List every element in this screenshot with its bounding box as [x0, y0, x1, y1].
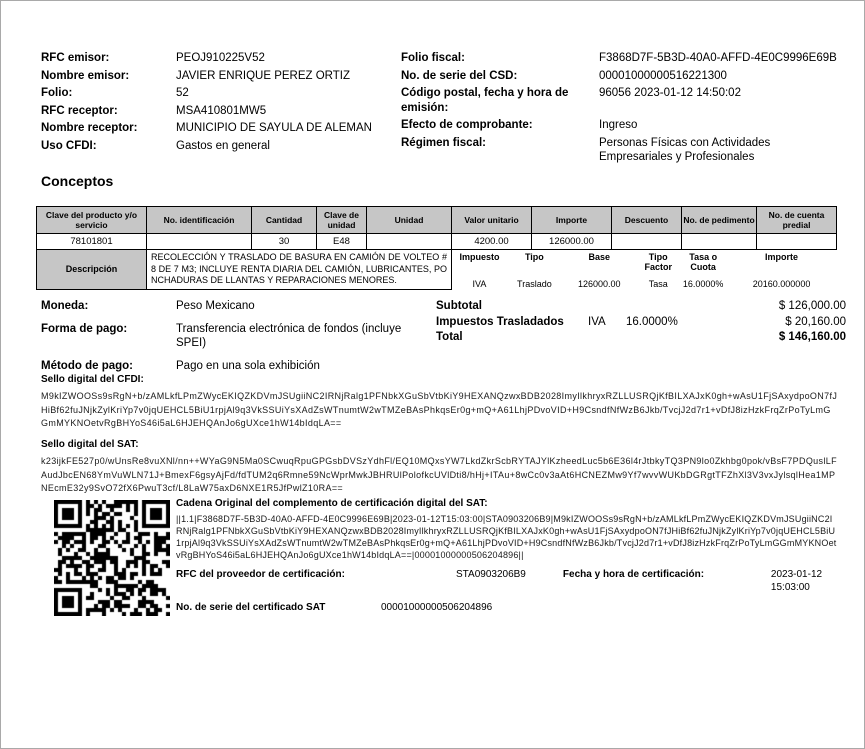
total-amount: $ 146,160.00: [778, 331, 846, 343]
header-right-fields: [401, 51, 846, 168]
cell-cuenta-predial: [757, 234, 837, 250]
description-row: [37, 250, 837, 290]
subtotal-amount: $ 126,000.00: [778, 300, 846, 312]
tax-value: 126000.00: [578, 279, 621, 289]
tax-values: [452, 279, 837, 289]
qr-code: [54, 500, 170, 616]
field-codigo-postal-fecha: [401, 86, 846, 115]
column-header: Clave de unidad: [317, 207, 367, 234]
field-label: RFC emisor:: [41, 52, 110, 64]
subtotal-label: Subtotal: [436, 300, 482, 312]
field-value: MUNICIPIO DE SAYULA DE ALEMAN: [176, 122, 372, 134]
field-label: Uso CFDI:: [41, 139, 97, 152]
serie-certificado-row: [176, 601, 838, 614]
tax-value: Traslado: [517, 279, 552, 289]
field-folio: [41, 86, 391, 101]
total-row: [436, 330, 846, 346]
serie-certificado-value: 00001000000506204896: [381, 602, 493, 613]
description-label: Descripción: [37, 250, 147, 290]
field-value: PEOJ910225V52: [176, 52, 265, 64]
sello-cfdi-section: [41, 374, 838, 431]
field-label: No. de serie del CSD:: [401, 69, 518, 82]
field-serie-csd: [401, 69, 846, 84]
table-header-row: [37, 207, 837, 234]
field-label: Moneda:: [41, 300, 89, 312]
cell-unidad: [367, 234, 452, 250]
field-label: Forma de pago:: [41, 322, 128, 335]
tax-header: Tasa o Cuota: [689, 252, 718, 272]
description-text: RECOLECCIÓN Y TRASLADO DE BASURA EN CAMIÓN DE VOLTEO #8 DE 7 M3; INCLUYE RENTA DIARIA DEL CAMIÓN, LUBRICANTES, PONCHADURAS DE LLANTAS Y REPARACIONES MENORES.: [147, 250, 452, 290]
total-label: Total: [436, 331, 463, 343]
field-value: JAVIER ENRIQUE PEREZ ORTIZ: [176, 69, 351, 82]
field-rfc-receptor: [41, 104, 391, 119]
sello-sat-value: k23ijkFE527p0/wUnsRe8vuXNl/nn++WYaG9N5Ma0SCwuqRpuGPGsbDVSzYdhFl/EQ10MQxsYW7LkdZkrScbRYTAJYlKzheedLuc5b6E36l4rJtbkyTQ3PN9lo0Zkhbg0pok/vBsF7PDQuslLFAudJbcEN68YmVuWLN71J+BmexF6gsyAjFd/fdTUM2q6Rmne59NcWprMwkJBHRUlPolofkcUVlDti8/hHj+ITAu+8wCc0v3aAt6HCNEZMw9Yf7wvvWUKbDGRgtTFZhXl3V3vxJylsqlHea1MPNEcmE32y9SvO72fX6PwuT3cf/L8LaW75axD6NXE1R5JfPwlZ10RA==: [41, 456, 837, 493]
cell-descuento: [612, 234, 682, 250]
field-value: Personas Físicas con Actividades Empresariales y Profesionales: [599, 136, 771, 163]
table-row: [37, 234, 837, 250]
field-value: Gastos en general: [176, 139, 270, 152]
field-moneda: [41, 299, 421, 314]
field-value: F3868D7F-5B3D-40A0-AFFD-4E0C9996E69B: [599, 52, 837, 64]
header-left-fields: [41, 51, 391, 156]
totals-block: [436, 299, 846, 346]
fecha-certificacion-label: Fecha y hora de certificación:: [562, 569, 705, 580]
subtotal-row: [436, 299, 846, 315]
field-label: Régimen fiscal:: [401, 136, 486, 149]
field-rfc-emisor: [41, 51, 391, 66]
conceptos-section-title: Conceptos: [41, 173, 114, 189]
field-value: Pago en una sola exhibición: [176, 359, 320, 372]
field-value: Ingreso: [599, 119, 638, 131]
tax-value: IVA: [472, 279, 487, 289]
field-value: 00001000000516221300: [599, 69, 727, 82]
field-metodo-pago: [41, 359, 421, 374]
serie-certificado-label: No. de serie del certificado SAT: [176, 602, 326, 613]
tax-rate: 16.0000%: [626, 315, 678, 328]
tax-value: 16.0000%: [682, 279, 724, 289]
field-label: Efecto de comprobante:: [401, 119, 533, 131]
sello-cfdi-value: M9kIZWOOSs9sRgN+b/zAMLkfLPmZWycEKIQZKDVmJSUgiiNC2IRNjRalg1PFNbkXGuSbVtbKiY9HEXANQzwxBDB2028ImyIlkhryxRZLLUSRQjKfBILXAJxK0gh+wAsU1FjSAxydpoON7fJHiBf62fuJNjkZylKriYp7v0jqUEHCL5BiU1rpjAl9q3VkSSUiYsXAdZsWTnumtW2wTMZeBAsPhkqsEr0g+mQ+A61LhjPDvoVID+H9CsndfNfWzB6Jkb/TvcjJ2d7r1+vDfJ8izHzkFrqZrPoTyLmGGmMYKNOetvRgBHYoS46i5aL6HJEHQAnJo6gUXce1hW14bIdqLA==: [41, 391, 838, 428]
field-label: Folio fiscal:: [401, 52, 465, 64]
cell-pedimento: [682, 234, 757, 250]
fecha-certificacion-value: 2023-01-12 15:03:00: [770, 569, 823, 593]
field-label: Nombre emisor:: [41, 69, 130, 82]
field-label: Código postal, fecha y hora de emisión:: [401, 87, 569, 114]
tax-total-label: Impuestos Trasladados: [436, 315, 564, 328]
field-value: 96056 2023-01-12 14:50:02: [599, 87, 741, 99]
field-forma-pago: [41, 322, 421, 351]
field-nombre-emisor: [41, 69, 391, 84]
column-header: No. identificación: [147, 207, 252, 234]
sello-sat-label: Sello digital del SAT:: [41, 439, 139, 450]
field-value: 52: [176, 87, 189, 99]
field-nombre-receptor: [41, 121, 391, 136]
cadena-original-label: Cadena Original del complemento de certificación digital del SAT:: [176, 498, 488, 509]
sello-sat-section: [41, 439, 838, 496]
column-header: Unidad: [367, 207, 452, 234]
tax-value: 20160.000000: [752, 279, 811, 289]
column-header: Descuento: [612, 207, 682, 234]
tax-total-row: [436, 315, 846, 331]
cadena-original-value: ||1.1|F3868D7F-5B3D-40A0-AFFD-4E0C9996E69B|2023-01-12T15:03:00|STA0903206B9|M9kIZWOOSs9sRgN+b/zAMLkfLPmZWycEKIQZKDVmJSUgiiNC2IRNjRalg1PFNbkXGuSbVtbKiY9HEXANQzwxBDB2028ImyIlkhryxRZLLUSRQjKfBILXAJxK0gh+wAsU1FjSAxydpoON7fJHiBf62fuJNjkZylKriYp7v0jqUEHCL5BiU1rpjAl9q3VkSSUiYsXAdZsWTnumtW2wTMZeBAsPhkqsEr0g+mQ+A61LhjPDvoVID+H9CsndfNfWzB6Jkb/TvcjJ2d7r1+vDfJ8izHzkFrqZrPoTyLmGGmMYKNOetvRgBHYoS46i5aL6HJEHQAnJo6gUXce1hW14bIdqLA==|00001000000506204896||: [176, 514, 837, 560]
cell-clave-unidad: E48: [317, 234, 367, 250]
tax-value: Tasa: [648, 279, 668, 289]
field-label: Nombre receptor:: [41, 122, 138, 134]
field-value: Transferencia electrónica de fondos (incluye SPEI): [176, 322, 402, 349]
tax-amount: $ 20,160.00: [785, 315, 846, 328]
cell-valor-unitario: 4200.00: [452, 234, 532, 250]
column-header: Importe: [532, 207, 612, 234]
column-header: Cantidad: [252, 207, 317, 234]
field-value: Peso Mexicano: [176, 300, 255, 312]
payment-fields: [41, 299, 421, 381]
cell-importe: 126000.00: [532, 234, 612, 250]
cell-clave-producto: 78101801: [37, 234, 147, 250]
tax-detail: [452, 250, 837, 290]
sello-cfdi-label: Sello digital del CFDI:: [41, 374, 144, 385]
tax-header: Importe: [765, 252, 799, 262]
rfc-proveedor-value: STA0903206B9: [456, 569, 526, 580]
field-uso-cfdi: [41, 139, 391, 154]
rfc-certification-row: [176, 568, 838, 594]
field-label: Método de pago:: [41, 359, 133, 372]
field-regimen-fiscal: [401, 136, 846, 165]
certification-block: [176, 498, 838, 614]
rfc-proveedor-label: RFC del proveedor de certificación:: [176, 569, 345, 580]
tax-header: Tipo: [524, 252, 544, 262]
tax-header: Tipo Factor: [644, 252, 672, 272]
cell-cantidad: 30: [252, 234, 317, 250]
column-header: No. de cuenta predial: [757, 207, 837, 234]
column-header: No. de pedimento: [682, 207, 757, 234]
field-label: Folio:: [41, 87, 73, 99]
tax-name: IVA: [588, 315, 606, 328]
column-header: Clave del producto y/o servicio: [37, 207, 147, 234]
tax-headers: [452, 252, 837, 272]
concepts-table: [36, 206, 837, 290]
tax-header: Base: [588, 252, 611, 262]
field-value: MSA410801MW5: [176, 104, 267, 117]
field-folio-fiscal: [401, 51, 846, 66]
cell-identificacion: [147, 234, 252, 250]
column-header: Valor unitario: [452, 207, 532, 234]
tax-header: Impuesto: [459, 252, 500, 262]
field-label: RFC receptor:: [41, 104, 118, 117]
field-efecto-comprobante: [401, 118, 846, 133]
